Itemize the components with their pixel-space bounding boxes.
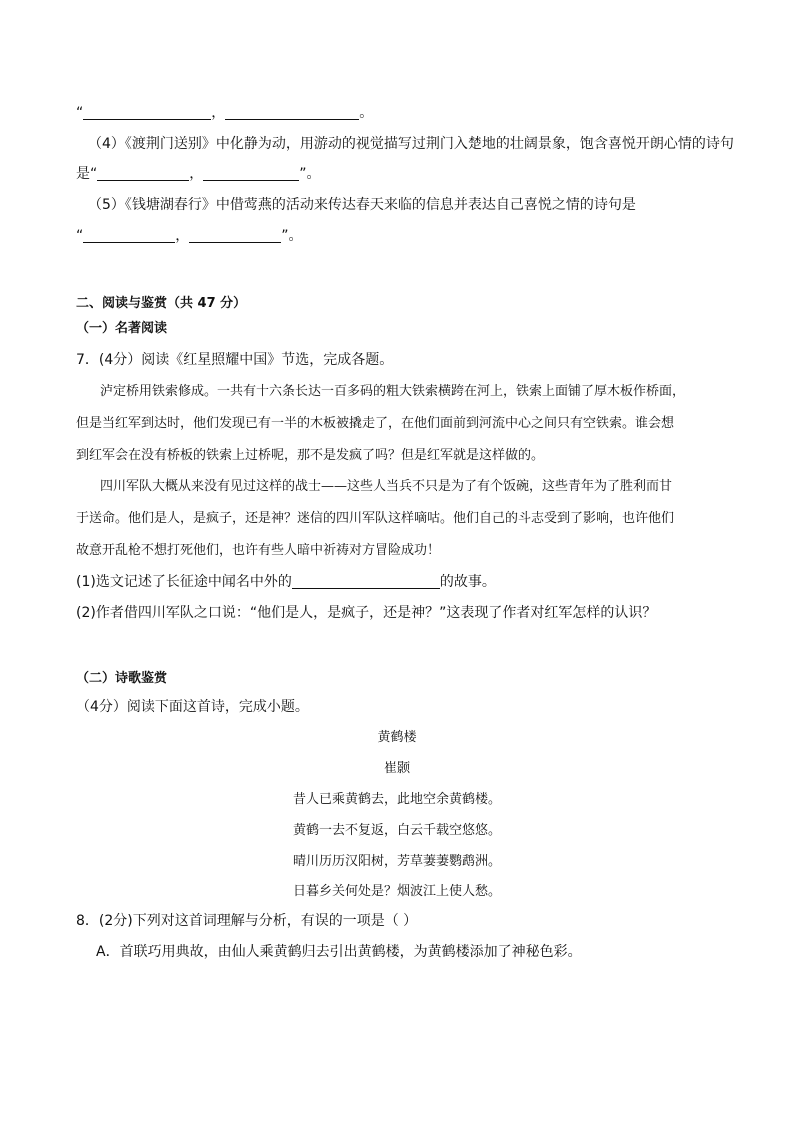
question-7: 7．(4分）阅读《红星照耀中国》节选，完成各题。 — [76, 352, 394, 368]
poem-author: 崔颢 — [383, 761, 410, 776]
poem-line: 黄鹤一去不复返，白云千载空悠悠。 — [292, 823, 501, 838]
part-title-1: （一）名著阅读 — [76, 321, 168, 336]
question-8: 8．(2分)下列对这首词理解与分析，有误的一项是（ ） — [76, 913, 418, 929]
answer-blank[interactable] — [225, 105, 359, 120]
passage-line: 于送命。他们是人，是疯子，还是神？迷信的四川军队这样嘀咕。他们自己的斗志受到了影响，也许他们 — [76, 511, 675, 526]
question-5: （5）《钱塘湖春行》中借莺燕的活动来传达春天来临的信息并表达自己喜悦之情的诗句是 — [88, 197, 636, 213]
question-7-1: (1)选文记述了长征途中闻名中外的 的故事。 — [76, 574, 496, 590]
poem-intro: （4分）阅读下面这首诗，完成小题。 — [76, 699, 309, 715]
poem-line: 昔人已乘黄鹤去，此地空余黄鹤楼。 — [292, 792, 501, 807]
answer-blank[interactable] — [203, 166, 299, 181]
answer-blank[interactable] — [97, 166, 189, 181]
passage-line: 到红军会在没有桥板的铁索上过桥呢，那不是发疯了吗？但是红军就是这样做的。 — [76, 448, 545, 463]
answer-blank[interactable] — [292, 574, 440, 589]
passage-line: 四川军队大概从来没有见过这样的战士——这些人当兵不只是为了有个饭碗，这些青年为了胜利而甘 — [100, 479, 673, 494]
section-title: 二、阅读与鉴赏（共 47 分） — [76, 296, 247, 311]
passage-line: 故意开乱枪不想打死他们，也许有些人暗中祈祷对方冒险成功！ — [76, 543, 441, 558]
answer-blank[interactable] — [83, 228, 175, 243]
poem-line: 晴川历历汉阳树，芳草萋萋鹦鹉洲。 — [292, 854, 501, 869]
fill-line-3: “ ， 。 — [76, 105, 374, 121]
passage-line: 泸定桥用铁索修成。一共有十六条长达一百多码的粗大铁索横跨在河上，铁索上面铺了厚木板作桥面， — [100, 384, 686, 399]
poem-line: 日暮乡关何处是？烟波江上使人愁。 — [292, 884, 501, 899]
answer-blank[interactable] — [83, 105, 211, 120]
question-4: （4）《渡荆门送别》中化静为动，用游动的视觉描写过荆门入楚地的壮阔景象，饱含喜悦开朗心情的诗句 — [88, 136, 734, 152]
question-7-2: (2)作者借四川军队之口说：“他们是人，是疯子，还是神？”这表现了作者对红军怎样的认识？ — [76, 605, 657, 621]
part-title-2: （二）诗歌鉴赏 — [76, 671, 168, 686]
option-a[interactable]: A．首联巧用典故，由仙人乘黄鹤归去引出黄鹤楼，为黄鹤楼添加了神秘色彩。 — [96, 944, 582, 960]
question-4-answer: 是“ ， ”。 — [76, 166, 321, 182]
answer-blank[interactable] — [189, 228, 281, 243]
poem-title: 黄鹤楼 — [377, 730, 417, 745]
passage-line: 但是当红军到达时，他们发现已有一半的木板被撬走了，在他们面前到河流中心之间只有空铁索。谁会想 — [76, 416, 675, 431]
question-5-answer: “ ， ”。 — [76, 228, 303, 244]
